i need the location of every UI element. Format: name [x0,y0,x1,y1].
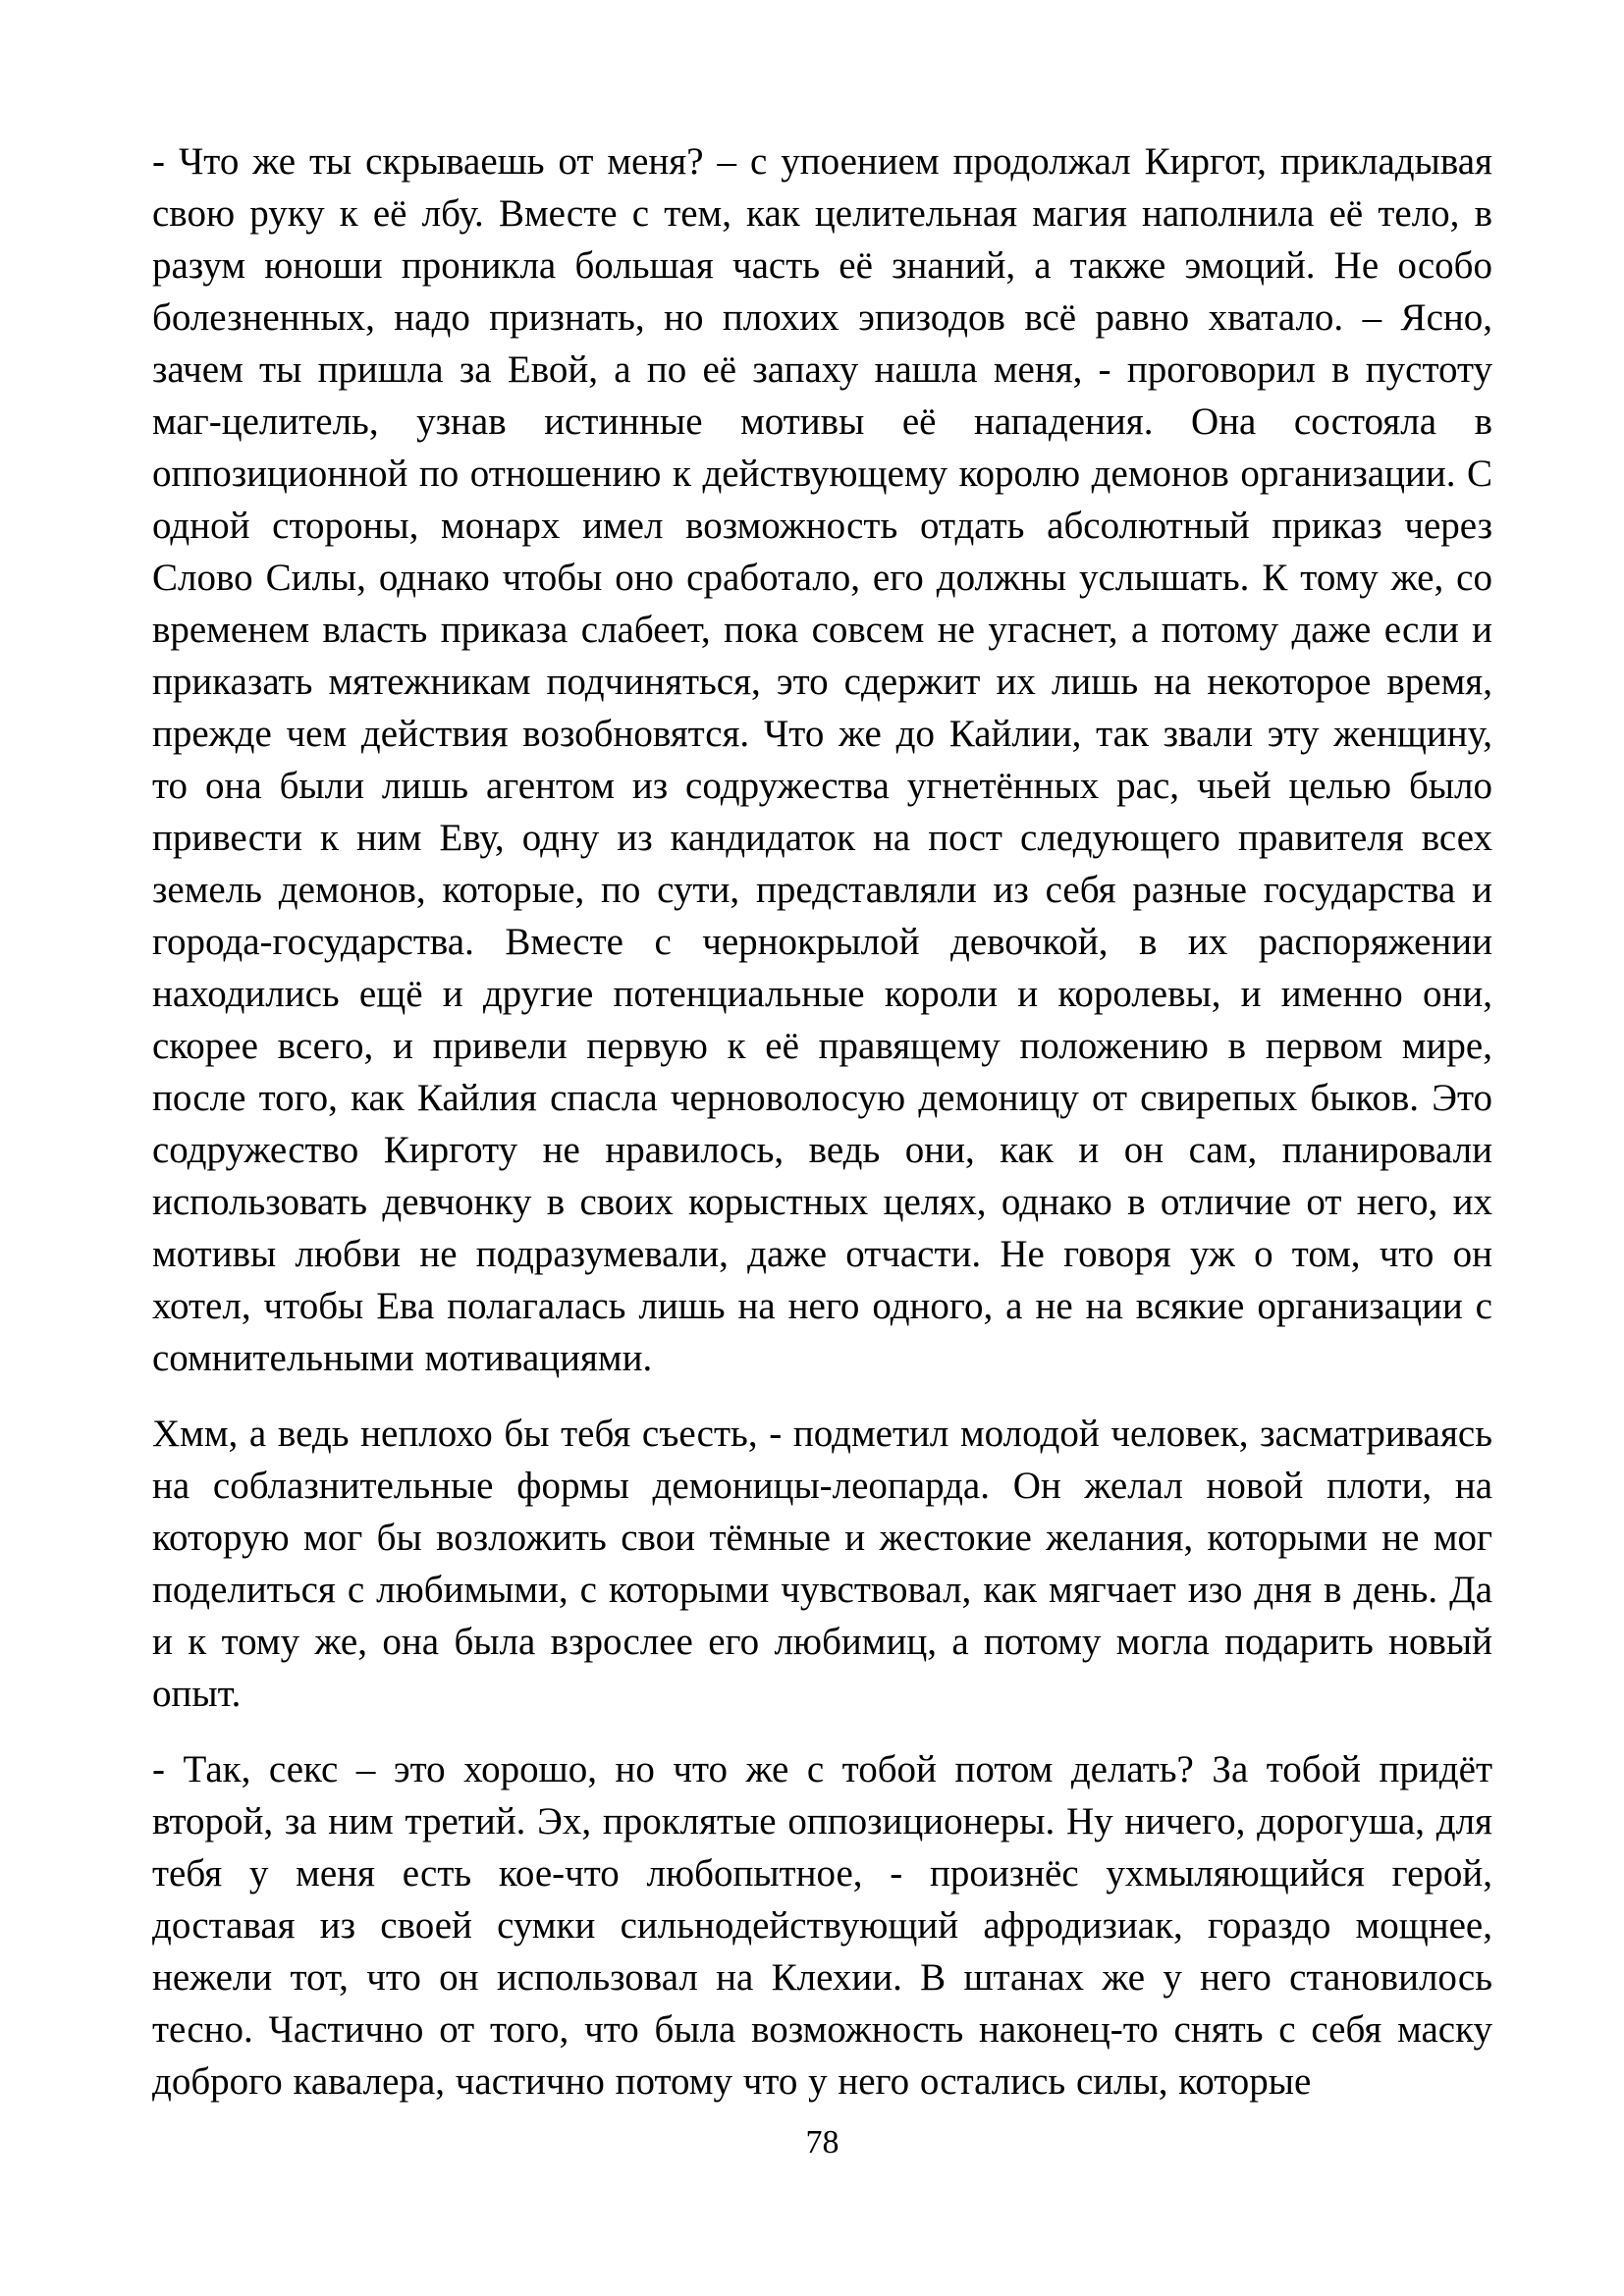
paragraph: - Так, секс – это хорошо, но что же с тобой потом делать? За тобой придёт второй, за ним третий. Эх, проклятые оппозиционеры. Ну ничего, дорогуша, для тебя у меня есть кое-что любопытное, - произнёс ухмыляющийся герой, доставая из своей сумки сильнодействующий афродизиак, гораздо мощнее, нежели тот, что он использовал на Клехии. В штанах же у него становилось тесно. Частично от того, что была возможность наконец-то снять с себя маску доброго кавалера, частично потому что у него остались силы, которые [152,1748,1492,2103]
page-number: 78 [805,2124,839,2161]
paragraph: Хмм, а ведь неплохо бы тебя съесть, - подметил молодой человек, засматриваясь на соблазнительные формы демоницы-леопарда. Он желал новой плоти, на которую мог бы возложить свои тёмные и жестокие желания, которыми не мог поделиться с любимыми, с которыми чувствовал, как мягчает изо дня в день. Да и к тому же, она была взрослее его любимиц, а потому могла подарить новый опыт. [152,1413,1492,1715]
paragraph: - Что же ты скрываешь от меня? – с упоением продолжал Киргот, прикладывая свою руку к её лбу. Вместе с тем, как целительная магия наполнила её тело, в разум юноши проникла большая часть её знаний, а также эмоций. Не особо болезненных, надо признать, но плохих эпизодов всё равно хватало. – Ясно, зачем ты пришла за Евой, а по её запаху нашла меня, - проговорил в пустоту маг-целитель, узнав истинные мотивы её нападения. Она состояла в оппозиционной по отношению к действующему королю демонов организации. С одной стороны, монарх имел возможность отдать абсолютный приказ через Слово Силы, однако чтобы оно сработало, его должны услышать. К тому же, со временем власть приказа слабеет, пока совсем не угаснет, а потому даже если и приказать мятежникам подчиняться, это сдержит их лишь на некоторое время, прежде чем действия возобновятся. Что же до Кайлии, так звали эту женщину, то она были лишь агентом из содружества угнетённых рас, чьей целью было привести к ним Еву, одну из кандидаток на пост следующего правителя всех земель демонов, которые, по сути, представляли из себя разные государства и города-государства. Вместе с чернокрылой девочкой, в их распоряжении находились ещё и другие потенциальные короли и королевы, и именно они, скорее всего, и привели первую к её правящему положению в первом мире, после того, как Кайлия спасла черноволосую демоницу от свирепых быков. Это содружество Кирготу не нравилось, ведь они, как и он сам, планировали использовать девчонку в своих корыстных целях, однако в отличие от него, их мотивы любви не подразумевали, даже отчасти. Не говоря уж о том, что он хотел, чтобы Ева полагалась лишь на него одного, а не на всякие организации с сомнительными мотивациями. [152,140,1492,1379]
page-content [152,135,1492,2108]
